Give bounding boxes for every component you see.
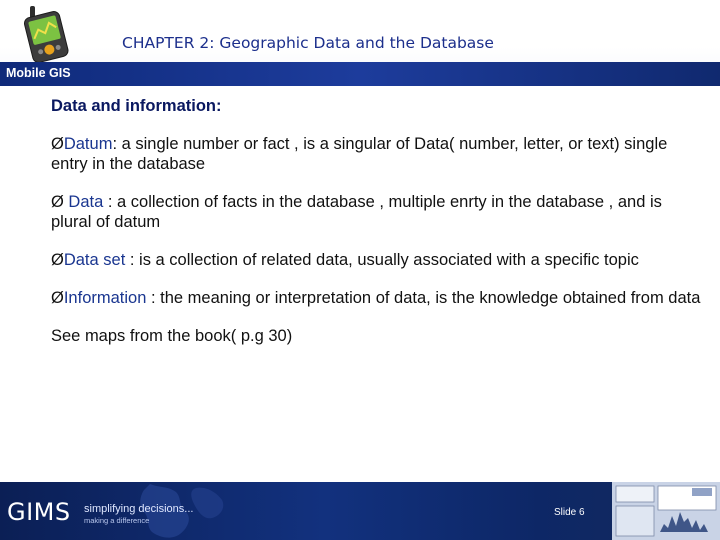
definition-text: : the meaning or interpretation of data, is the knowledge obtained from data [146,289,701,307]
definition-data [51,192,701,232]
definition-text: : a single number or fact , is a singular of Data( number, letter, or text) single entry in the database [51,135,668,173]
gims-logo: GIMS [7,498,71,526]
definition-term: Information [63,289,147,307]
definition-data-set [51,250,701,270]
software-screenshot-thumbnail [612,482,720,540]
tagline-sub: making a difference [84,516,150,525]
gps-device-icon [16,2,74,62]
brand-label: Mobile GIS [6,66,71,80]
definition-datum [51,134,701,174]
definition-term: Data set [63,251,126,269]
header-bar [0,62,720,86]
slide-content [51,96,701,346]
slide-footer [0,482,720,540]
slide-header [0,0,720,86]
slide-number: Slide 6 [554,507,585,518]
book-reference: See maps from the book( p.g 30) [51,327,293,345]
tagline: simplifying decisions... [84,503,194,515]
definition-term: Datum [63,135,113,153]
definition-text: : is a collection of related data, usually associated with a specific topic [125,251,639,269]
bullet-arrow-icon: Ø [51,251,64,269]
bullet-arrow-icon: Ø [51,193,64,211]
bullet-arrow-icon: Ø [51,135,64,153]
definition-text: : a collection of facts in the database , multiple enrty in the database , and is plural of datum [51,193,662,231]
section-heading: Data and information: [51,97,222,115]
chapter-title: CHAPTER 2: Geographic Data and the Database [122,34,494,52]
bullet-arrow-icon: Ø [51,289,64,307]
definition-term: Data [63,193,104,211]
definition-information [51,288,701,308]
